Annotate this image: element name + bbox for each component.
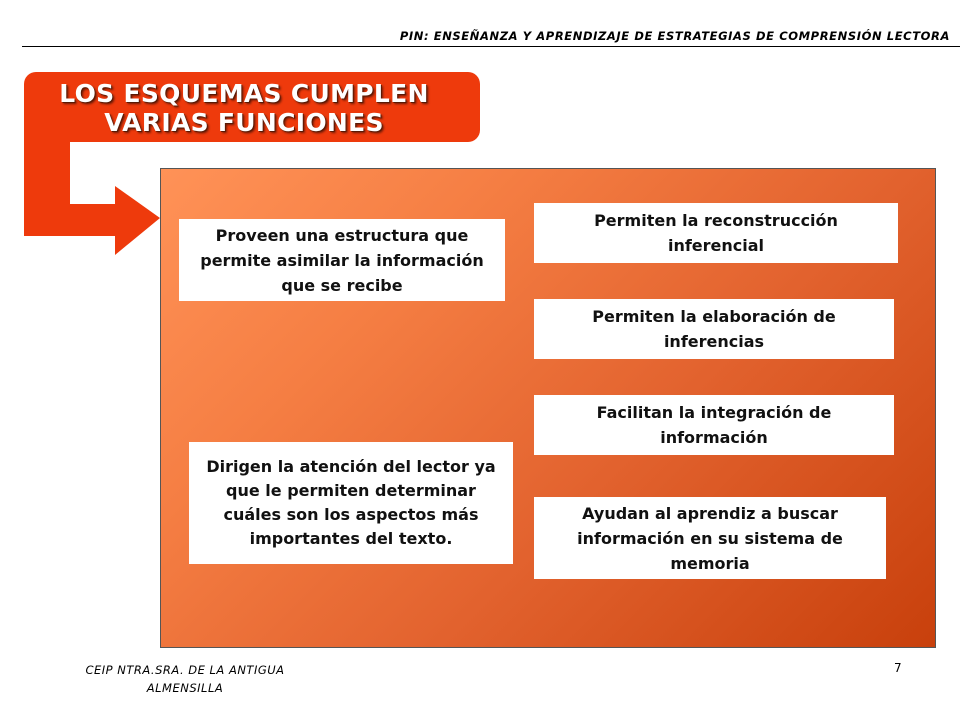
function-text-integration: Facilitan la integración de información <box>596 403 832 447</box>
function-text-attention: Dirigen la atención del lector ya que le permiten determinar cuáles son los aspectos más importantes del texto. <box>206 457 496 548</box>
function-box-integration <box>534 395 894 455</box>
function-box-structure <box>179 219 505 301</box>
function-text-elaboration: Permiten la elaboración de inferencias <box>592 307 836 351</box>
slide-title-line-2: VARIAS FUNCIONES <box>104 108 384 137</box>
function-box-reconstruction <box>534 203 898 263</box>
page-number: 7 <box>894 661 902 675</box>
function-box-elaboration <box>534 299 894 359</box>
header-title: PIN: ENSEÑANZA Y APRENDIZAJE DE ESTRATEGIAS DE COMPRENSIÓN LECTORA <box>399 29 950 43</box>
function-text-reconstruction: Permiten la reconstrucción inferencial <box>594 211 838 255</box>
slide-title <box>24 79 464 137</box>
function-box-memory <box>534 497 886 579</box>
footer-school <box>60 661 310 697</box>
footer-school-line-1: CEIP NTRA.SRA. DE LA ANTIGUA <box>85 663 285 677</box>
function-text-memory: Ayudan al aprendiz a buscar información en su sistema de memoria <box>577 503 843 573</box>
slide-title-line-1: LOS ESQUEMAS CUMPLEN <box>59 79 429 108</box>
footer-school-line-2: ALMENSILLA <box>146 681 224 695</box>
function-box-attention <box>189 442 513 564</box>
function-text-structure: Proveen una estructura que permite asimilar la información que se recibe <box>200 225 484 295</box>
